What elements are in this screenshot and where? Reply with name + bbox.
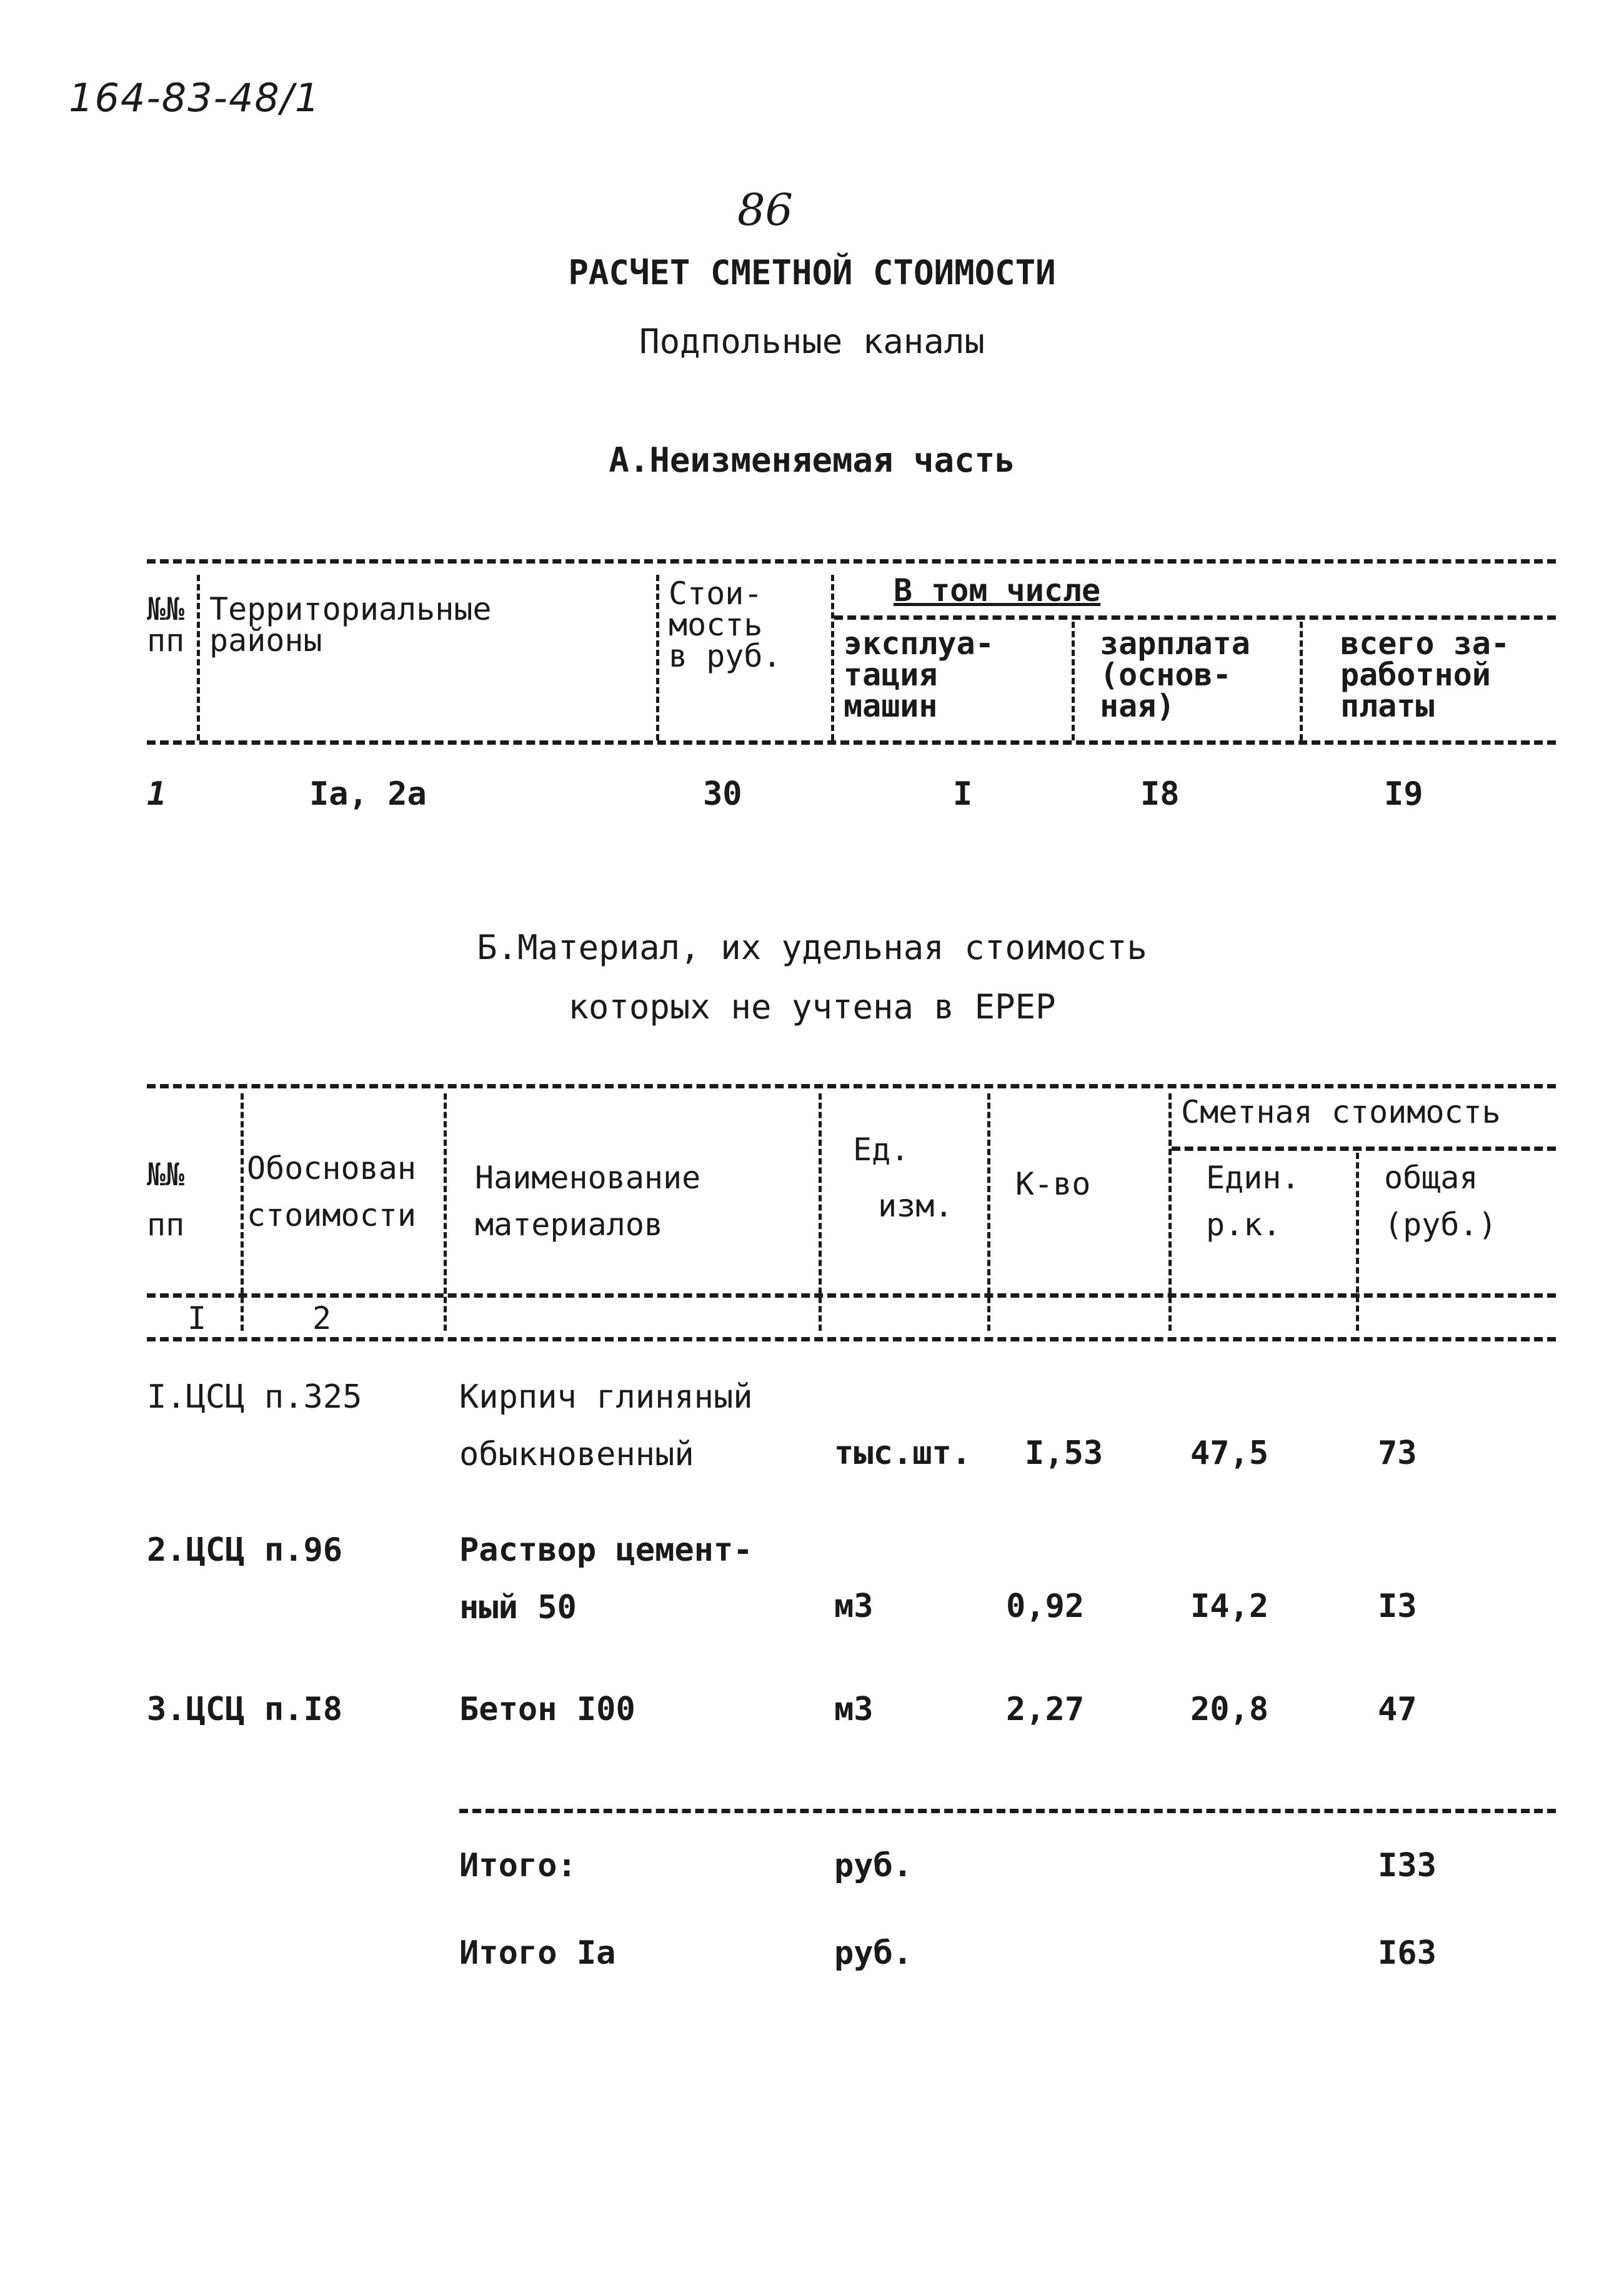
section-b-title-line2: которых не учтена в ЕРЕР: [568, 987, 1056, 1027]
table-a-header-total-salary: всего за- работной платы: [1340, 625, 1510, 724]
grand-total-label: Итого Iа: [459, 1934, 616, 1972]
table-b-row-total: 47: [1378, 1691, 1417, 1728]
grand-total-value: I63: [1378, 1934, 1437, 1972]
table-b-header-num: №№ пп: [147, 1156, 185, 1243]
table-b-row-price: 20,8: [1190, 1691, 1269, 1728]
table-b-header-unit-price: Един. р.к.: [1206, 1160, 1300, 1243]
document-title: РАСЧЕТ СМЕТНОЙ СТОИМОСТИ: [568, 253, 1056, 292]
table-a-header-region: Территориальные районы: [209, 591, 492, 659]
table-b-row-basis: 3.ЦСЦ п.I8: [147, 1691, 343, 1728]
table-a-sub-rule: [834, 615, 1556, 620]
table-b-header-total: общая (руб.): [1384, 1160, 1497, 1243]
table-b-row-total: 73: [1378, 1435, 1417, 1472]
page-number: 86: [737, 184, 794, 236]
table-a-header-salary: зарплата (основ- ная): [1100, 625, 1250, 724]
table-b-numbers-rule: [147, 1337, 1556, 1341]
table-b-row-unit: м3: [834, 1691, 874, 1728]
table-b-row-price: 47,5: [1190, 1435, 1269, 1472]
table-b-header-qty: К-во: [1015, 1166, 1091, 1202]
table-b-row-basis: 2.ЦСЦ п.96: [147, 1531, 343, 1569]
section-a-title: А.Неизменяемая часть: [609, 440, 1015, 480]
table-b-row-basis: I.ЦСЦ п.325: [147, 1378, 362, 1416]
table-a-row-machines: I: [953, 775, 973, 813]
table-a-vrule: [1300, 622, 1303, 740]
table-b-header-estimated: Сметная стоимость: [1181, 1094, 1501, 1130]
table-b-row-name: Кирпич глиняный обыкновенный: [459, 1378, 753, 1473]
table-a-row-salary: I8: [1140, 775, 1180, 813]
table-b-row-qty: 2,27: [1006, 1691, 1085, 1728]
grand-total-unit: руб.: [834, 1934, 913, 1972]
table-b-row-unit: м3: [834, 1588, 874, 1625]
table-b-header-unit: Ед. изм.: [853, 1132, 954, 1224]
table-b-column-number-1: I: [187, 1300, 207, 1336]
section-b-title-line1: Б.Материал, их удельная стоимость: [477, 928, 1147, 967]
document-subtitle: Подпольные каналы: [639, 322, 985, 361]
table-a-vrule: [831, 575, 834, 740]
table-a-row-cost: 30: [703, 775, 742, 813]
table-b-header-basis: Обоснован стоимости: [247, 1150, 416, 1233]
table-b-sub-rule: [1172, 1146, 1556, 1151]
table-a-header-machines: эксплуа- тация машин: [844, 625, 994, 724]
table-b-column-number-2: 2: [312, 1300, 332, 1336]
table-b-row-price: I4,2: [1190, 1588, 1269, 1625]
table-b-row-name: Раствор цемент- ный 50: [459, 1531, 753, 1626]
totals-rule: [459, 1809, 1556, 1813]
table-b-header-name: Наименование материалов: [475, 1160, 701, 1243]
table-a-row-total-salary: I9: [1384, 775, 1423, 813]
table-b-row-unit: тыс.шт.: [834, 1435, 972, 1472]
table-a-vrule: [1072, 622, 1075, 740]
table-b-row-qty: 0,92: [1006, 1588, 1085, 1625]
total-unit: руб.: [834, 1847, 913, 1884]
table-a-header-rule: [147, 740, 1556, 745]
total-label: Итого:: [459, 1847, 577, 1884]
table-b-vrule: [1356, 1153, 1359, 1331]
table-b-top-rule: [147, 1084, 1556, 1088]
table-b-row-qty: I,53: [1025, 1435, 1103, 1472]
table-a-header-cost: Стои- мость в руб.: [669, 575, 782, 674]
table-b-header-rule: [147, 1293, 1556, 1298]
table-a-row-num: 1: [147, 775, 167, 813]
document-code: 164-83-48/1: [69, 75, 321, 121]
table-b-row-total: I3: [1378, 1588, 1417, 1625]
table-a-vrule: [197, 575, 200, 740]
table-a-header-num: №№ пп: [147, 591, 185, 659]
table-a-row-region: Iа, 2а: [309, 775, 427, 813]
table-a-top-rule: [147, 559, 1556, 564]
total-value: I33: [1378, 1847, 1437, 1884]
table-a-header-incl: В том числе: [894, 572, 1101, 609]
table-a-vrule: [656, 575, 659, 740]
table-b-row-name: Бетон I00: [459, 1691, 635, 1728]
